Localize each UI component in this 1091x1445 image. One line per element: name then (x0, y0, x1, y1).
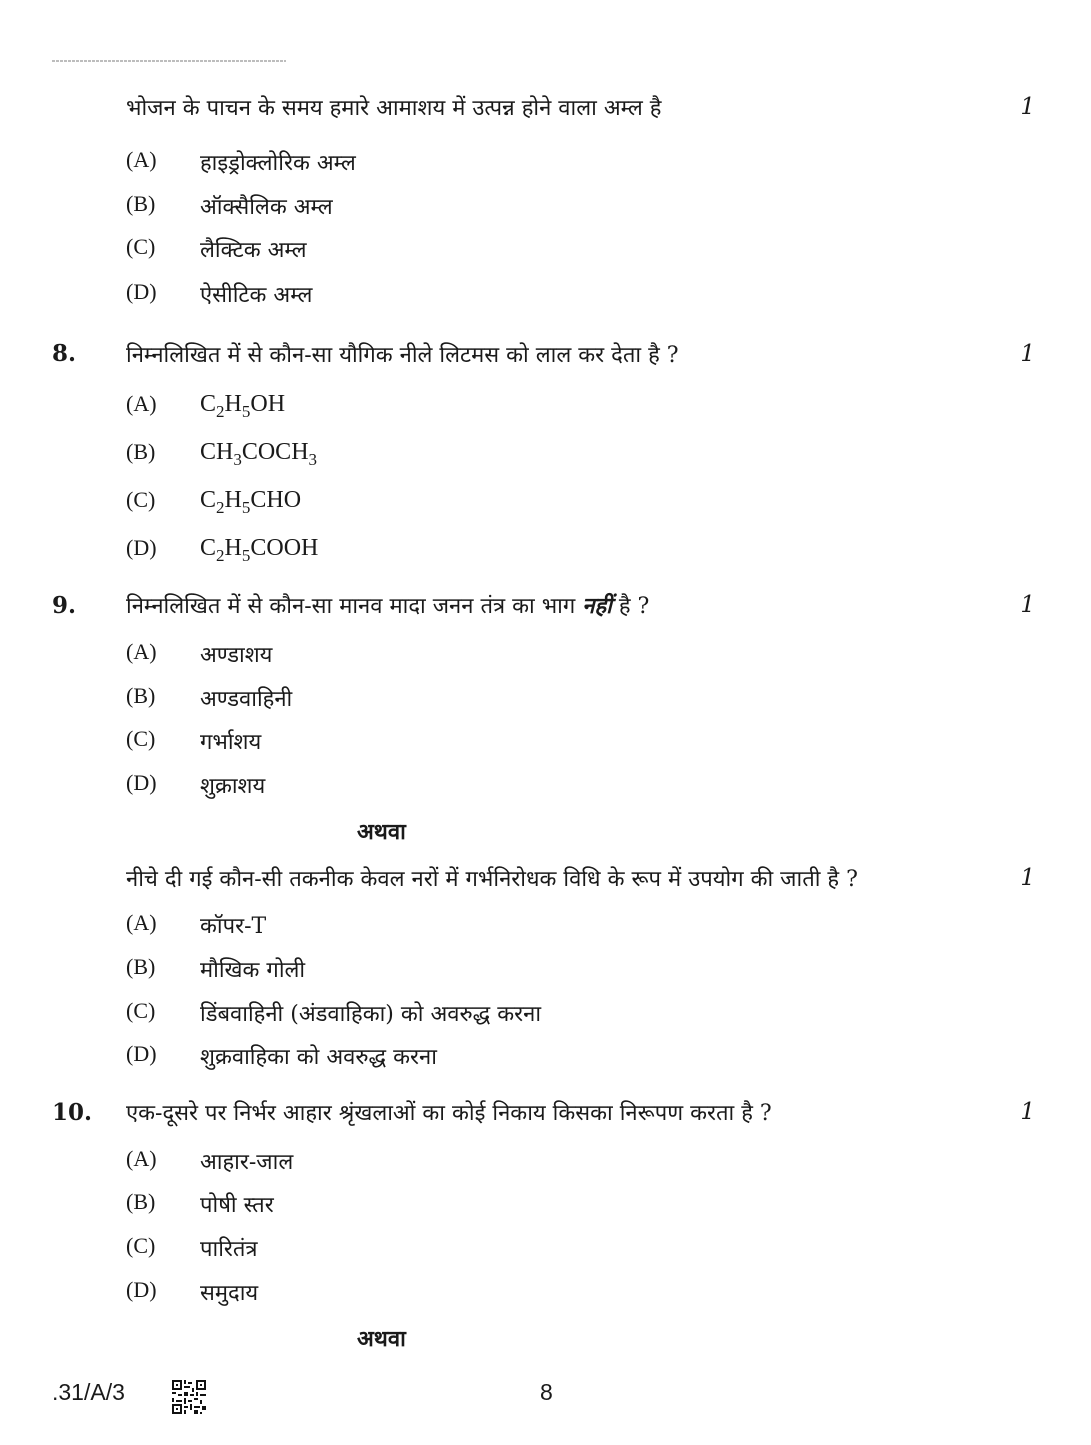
option-label: (C) (126, 726, 156, 751)
question-8-text: निम्नलिखित में से कौन-सा यौगिक नीले लिटमस को लाल कर देता है ? (126, 343, 679, 368)
question-9-text: निम्नलिखित में से कौन-सा मानव मादा जनन तंत्र का भाग नहीं है ? (126, 593, 650, 619)
option-label: (C) (126, 234, 156, 259)
option-text: शुक्रवाहिका को अवरुद्ध करना (200, 1045, 437, 1070)
question-10-marks: 1 (1020, 1099, 1035, 1125)
option-label: (A) (126, 1146, 157, 1171)
option-label: (C) (126, 998, 156, 1023)
question-7-text: भोजन के पाचन के समय हमारे आमाशय में उत्पन्न होने वाला अम्ल है (126, 96, 662, 121)
option-label: (C) (126, 487, 156, 512)
option-text: डिंबवाहिनी (अंडवाहिका) को अवरुद्ध करना (200, 1002, 542, 1027)
option-text: गर्भाशय (200, 730, 262, 755)
option-label: (A) (126, 147, 157, 172)
option-text: मौखिक गोली (200, 958, 306, 983)
option-text: पारितंत्र (200, 1237, 258, 1262)
or-separator: अथवा (357, 819, 406, 845)
option-label: (D) (126, 1041, 157, 1066)
option-label: (A) (126, 639, 157, 664)
option-label: (D) (126, 279, 157, 304)
question-9-or-marks: 1 (1020, 865, 1035, 891)
option-label: (B) (126, 954, 156, 979)
or-separator-trailing: अथवा (357, 1326, 406, 1352)
option-label: (B) (126, 439, 156, 464)
option-text: कॉपर-T (200, 914, 267, 939)
option-text: पोषी स्तर (200, 1193, 274, 1218)
question-8-marks: 1 (1020, 341, 1035, 367)
option-text: ऐसीटिक अम्ल (200, 283, 313, 308)
page-number: 8 (540, 1379, 553, 1405)
option-text: आहार-जाल (200, 1150, 294, 1175)
qr-code-icon (171, 1379, 207, 1415)
option-text: लैक्टिक अम्ल (200, 238, 307, 263)
option-label: (D) (126, 1277, 157, 1302)
question-9-marks: 1 (1020, 592, 1035, 618)
question-10-number: 10. (52, 1099, 93, 1126)
formula: $C_2H_5CHO$ (200, 487, 302, 517)
question-10-text: एक-दूसरे पर निर्भर आहार श्रृंखलाओं का कोई निकाय किसका निरूपण करता है ? (126, 1101, 772, 1126)
paper-code: .31/A/3 (52, 1379, 125, 1405)
option-label: (A) (126, 910, 157, 935)
option-label: (D) (126, 770, 157, 795)
question-9-or-text: नीचे दी गई कौन-सी तकनीक केवल नरों में गर्भनिरोधक विधि के रूप में उपयोग की जाती है ? (126, 867, 858, 892)
header-rule (52, 60, 286, 62)
emphasis-not: नहीं (582, 593, 612, 619)
question-7-marks: 1 (1020, 94, 1035, 120)
option-label: (B) (126, 1189, 156, 1214)
option-label: (B) (126, 191, 156, 216)
option-text: ऑक्सैलिक अम्ल (200, 195, 333, 220)
option-text: समुदाय (200, 1281, 259, 1306)
formula: $C_2H_5OH$ (200, 391, 286, 421)
option-label: (A) (126, 391, 157, 416)
question-8-number: 8. (52, 340, 77, 367)
option-text: शुक्राशय (200, 774, 266, 799)
option-text: हाइड्रोक्लोरिक अम्ल (200, 151, 356, 176)
option-label: (C) (126, 1233, 156, 1258)
formula: $CH_3COCH_3$ (200, 439, 318, 469)
option-label: (B) (126, 683, 156, 708)
question-9-number: 9. (52, 592, 77, 619)
formula: $C_2H_5COOH$ (200, 535, 319, 565)
option-text: अण्डाशय (200, 643, 273, 668)
option-label: (D) (126, 535, 157, 560)
option-text: अण्डवाहिनी (200, 687, 293, 712)
